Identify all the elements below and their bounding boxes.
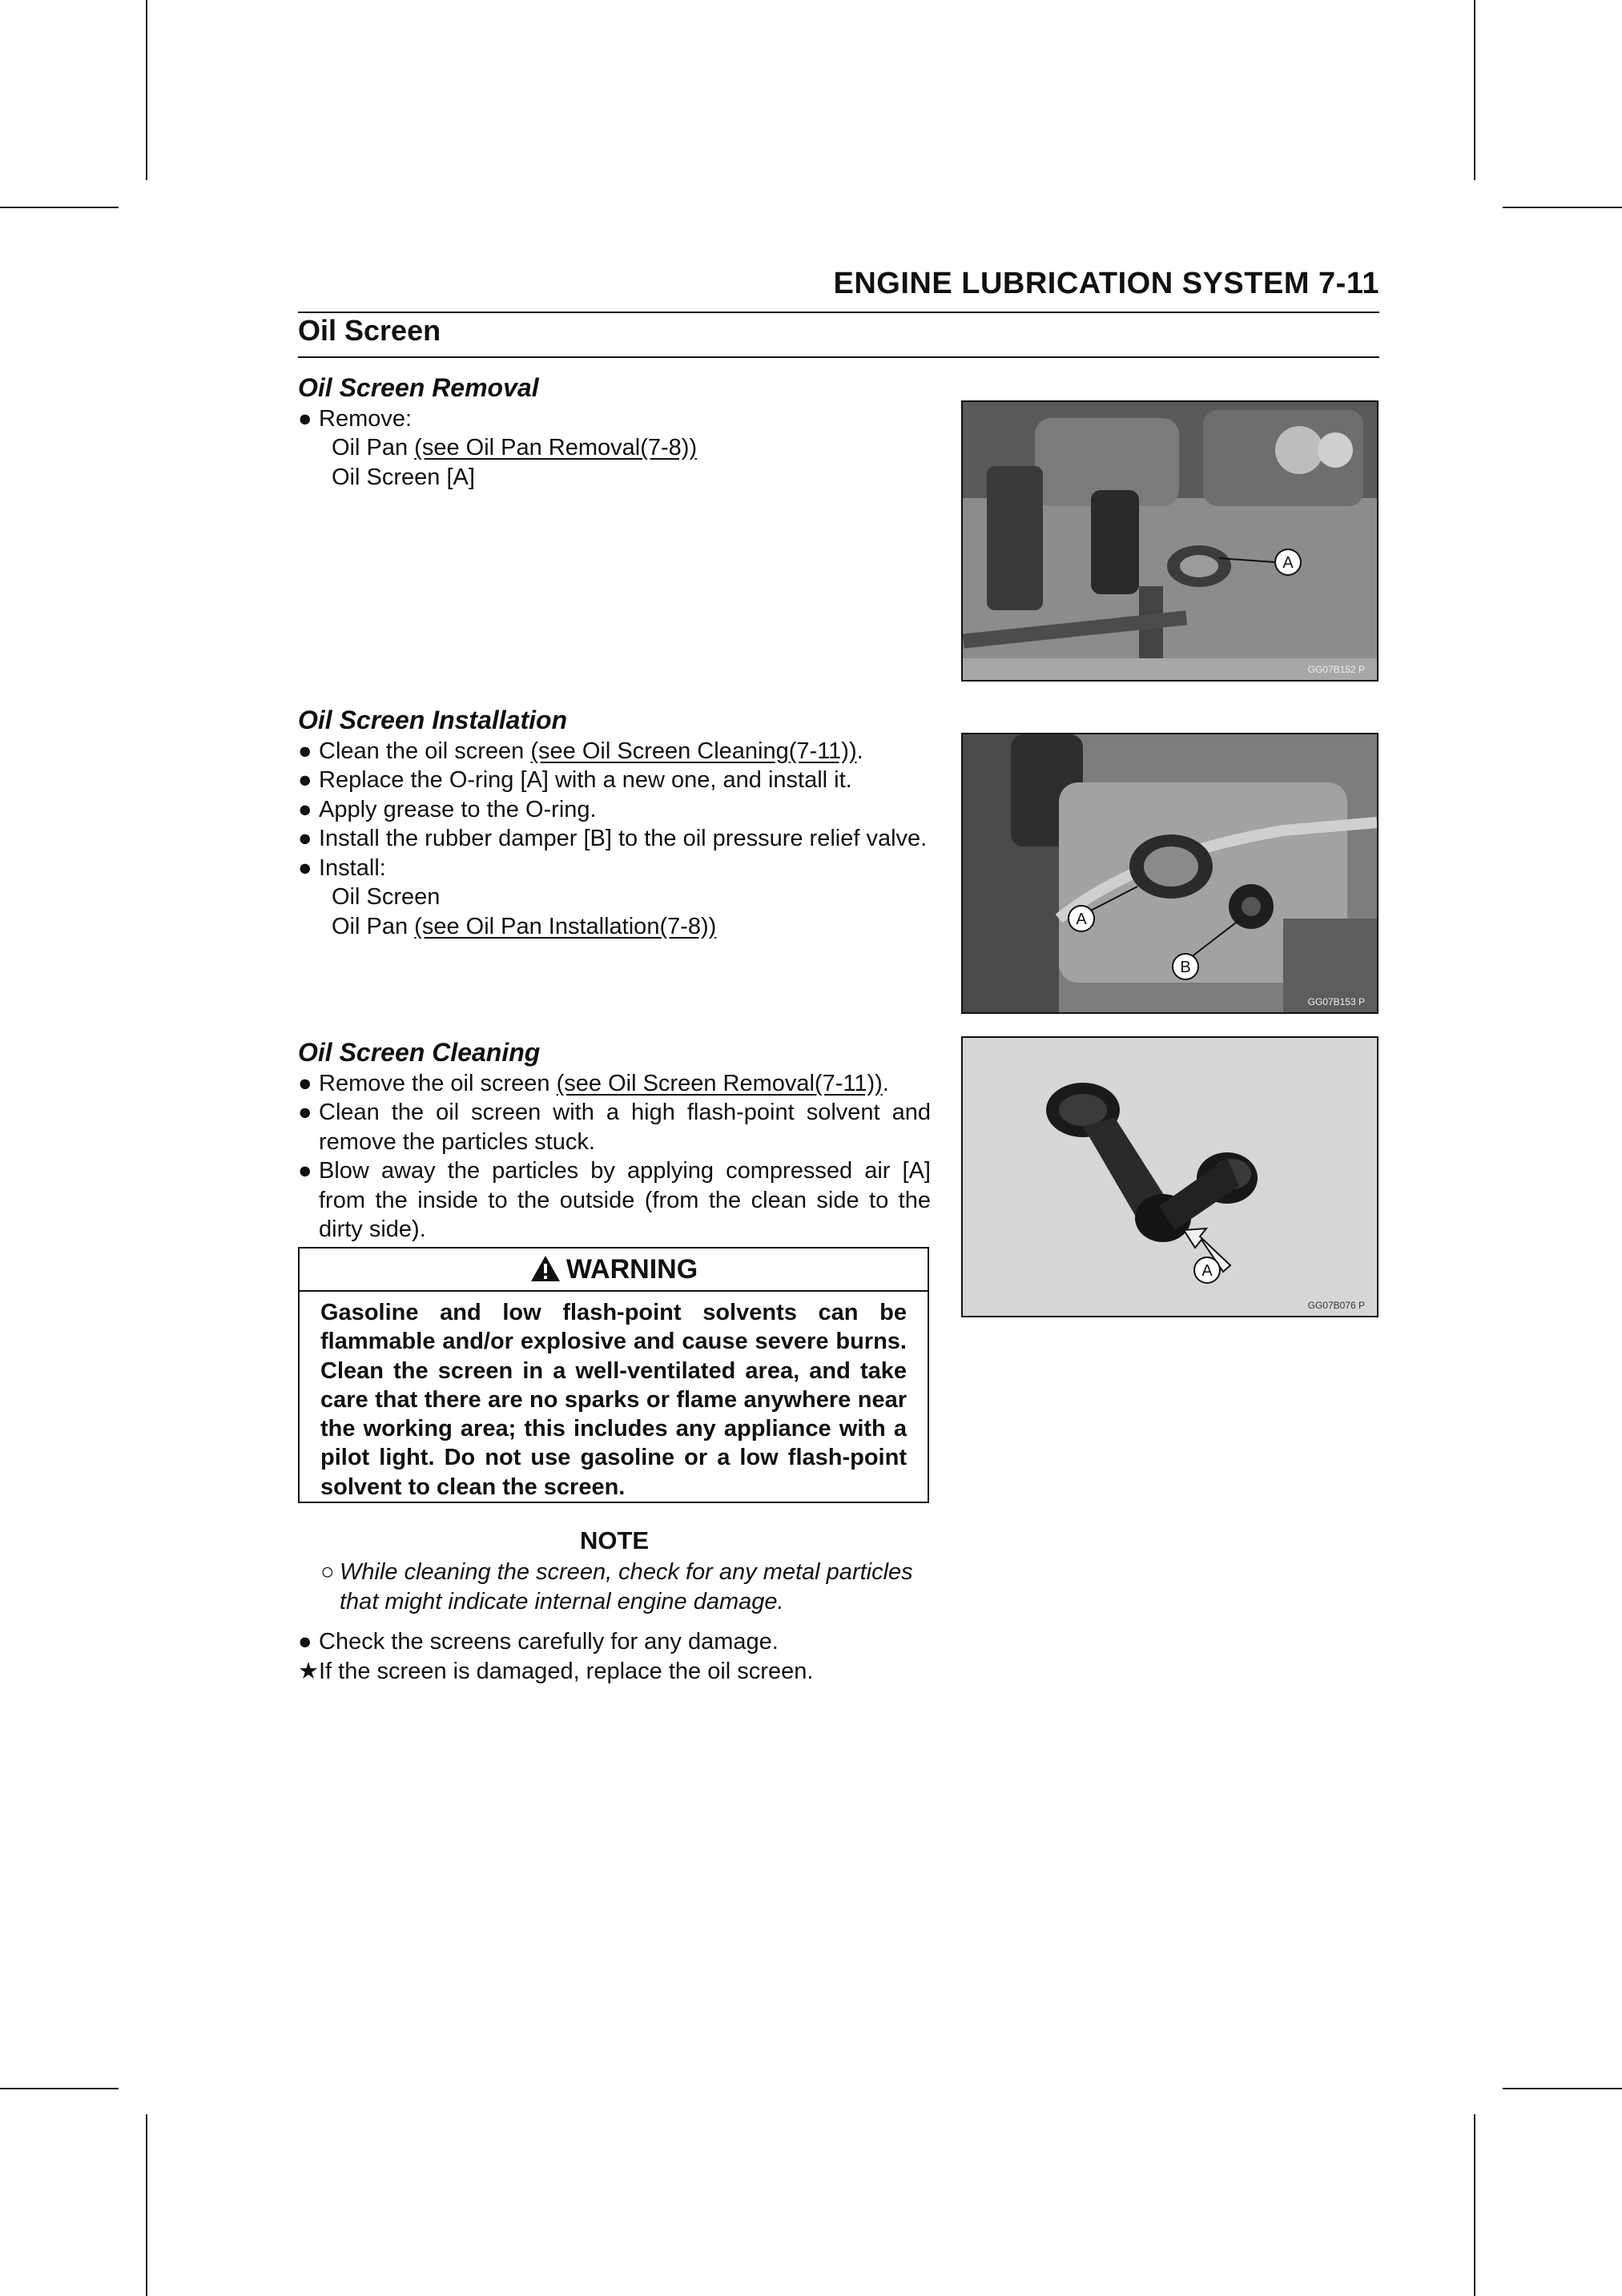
oil-screen-installation-photo <box>961 733 1378 1014</box>
crop-mark <box>1503 2088 1622 2089</box>
installation-title: Oil Screen Installation <box>298 706 568 734</box>
list-item-text: Clean the oil screen <box>319 738 531 764</box>
warning-text: Gasoline and low flash-point solvents can be flammable and/or explosive and cause severe burns. Clean the screen in a well-ventilated area, and take care that there are no sparks or flame anywhere near the working area; this includes any appliance with a pilot light. Do not use gasoline or a low flash-point solvent to clean the screen. <box>320 1300 907 1500</box>
crop-mark <box>0 207 119 208</box>
section-title: Oil Screen <box>298 314 441 347</box>
list-item-text: . <box>856 738 863 764</box>
list-item <box>298 737 931 766</box>
list-item <box>298 1657 931 1687</box>
bullet-icon: ● <box>298 1100 312 1125</box>
note-title: NOTE <box>579 1526 650 1554</box>
list-item <box>298 1156 931 1245</box>
section-rule <box>298 356 1379 358</box>
figure-code: GG07B153 P <box>1307 996 1365 1007</box>
list-item <box>298 1069 931 1099</box>
crop-mark <box>146 0 147 180</box>
bullet-icon: ● <box>298 405 312 432</box>
callout-label: A <box>1201 1262 1213 1280</box>
note-text: While cleaning the screen, check for any metal particles that might indicate internal engine damage. <box>340 1559 913 1614</box>
crop-mark <box>146 2114 147 2296</box>
list-item-text: Blow away the particles by applying compressed air [A] from the inside to the outside (from the clean side to the dirty side). <box>319 1158 931 1242</box>
figure-code: GG07B076 P <box>1307 1300 1365 1311</box>
warning-title: WARNING <box>565 1254 698 1285</box>
list-subitem: Oil Screen [A] <box>332 464 475 490</box>
oil-screen-part-image <box>963 1038 1377 1316</box>
list-item <box>298 766 931 795</box>
list-item-text: Clean the oil screen with a high flash-point solvent and remove the particles stuck. <box>319 1100 931 1155</box>
oil-screen-cleaning-photo <box>961 1036 1378 1317</box>
warning-header <box>300 1249 928 1292</box>
bullet-icon: ● <box>298 1070 312 1096</box>
warning-box <box>298 1247 929 1503</box>
list-item-text: Remove: <box>319 405 413 432</box>
bullet-icon: ● <box>298 826 312 851</box>
list-item <box>298 1098 931 1156</box>
oil-screen-removal-photo <box>961 400 1378 682</box>
list-item-text: Apply grease to the O-ring. <box>319 796 597 822</box>
bullet-icon: ● <box>298 1158 312 1184</box>
list-subitem <box>298 433 931 463</box>
list-item <box>298 854 931 883</box>
oil-pan-removal-link[interactable]: (see Oil Pan Removal(7-8)) <box>414 435 698 460</box>
warning-triangle-icon <box>529 1254 561 1283</box>
list-item <box>298 795 931 825</box>
bullet-icon: ● <box>298 767 312 793</box>
cleaning-title: Oil Screen Cleaning <box>298 1038 541 1067</box>
callout-label: B <box>1180 959 1191 976</box>
list-item-text: Install the rubber damper [B] to the oil pressure relief valve. <box>319 826 928 851</box>
star-icon: ★ <box>298 1658 319 1684</box>
list-item <box>298 824 931 854</box>
bullet-icon: ● <box>298 796 312 822</box>
list-item-text: Remove the oil screen <box>319 1070 557 1096</box>
header-rule <box>298 312 1379 313</box>
oil-screen-removal-link[interactable]: (see Oil Screen Removal(7-11)) <box>556 1070 883 1096</box>
figure-code: GG07B152 P <box>1307 664 1365 675</box>
subitem-text: Oil Pan <box>332 435 415 460</box>
list-item <box>298 404 931 434</box>
bullet-icon: ● <box>298 738 312 764</box>
final-checks <box>298 1627 931 1686</box>
list-item-text: If the screen is damaged, replace the oil screen. <box>319 1658 814 1684</box>
oil-pan-installation-link[interactable]: (see Oil Pan Installation(7-8)) <box>414 913 717 939</box>
bullet-icon: ● <box>298 854 312 881</box>
list-item-text: . <box>882 1070 889 1096</box>
crop-mark <box>1503 207 1622 208</box>
list-subitem <box>298 912 931 942</box>
installation-section <box>298 706 931 941</box>
engine-underside-image <box>963 402 1377 680</box>
removal-title: Oil Screen Removal <box>298 373 539 402</box>
list-subitem: Oil Screen <box>332 884 441 910</box>
list-item-text: Replace the O-ring [A] with a new one, and install it. <box>319 767 852 793</box>
callout-label: A <box>1076 911 1087 928</box>
list-item-text: Check the screens carefully for any damage. <box>319 1629 779 1655</box>
oil-pan-area-image <box>963 734 1377 1012</box>
list-item-text: Install: <box>319 854 386 881</box>
callout-label: A <box>1282 554 1294 572</box>
removal-section <box>298 373 931 492</box>
crop-mark <box>1474 0 1475 180</box>
list-item <box>298 1627 931 1657</box>
bullet-icon: ● <box>298 1629 312 1655</box>
note-circle-icon: ○ <box>320 1559 335 1585</box>
crop-mark <box>0 2088 119 2089</box>
subitem-text: Oil Pan <box>332 913 415 939</box>
page-header-title: ENGINE LUBRICATION SYSTEM 7-11 <box>833 267 1379 300</box>
cleaning-section <box>298 1038 931 1245</box>
note-text-block <box>320 1558 931 1616</box>
oil-screen-cleaning-link[interactable]: (see Oil Screen Cleaning(7-11)) <box>530 738 857 764</box>
crop-mark <box>1474 2114 1475 2296</box>
